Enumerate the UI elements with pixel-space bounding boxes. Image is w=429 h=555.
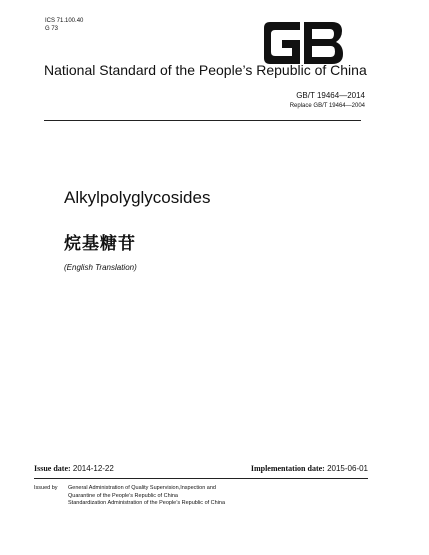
issuer-line: Quarantine of the People’s Republic of China xyxy=(68,492,178,499)
header-divider xyxy=(44,120,361,121)
standard-number: GB/T 19464—2014 xyxy=(296,91,365,100)
issue-date-label: Issue date: xyxy=(34,464,71,473)
issuer-line: General Administration of Quality Supervision,Inspection and xyxy=(68,485,216,491)
implementation-date-value: 2015-06-01 xyxy=(327,464,368,473)
footer-divider xyxy=(34,478,368,479)
replaced-standard: Replace GB/T 19464—2004 xyxy=(289,103,365,109)
document-title-chinese: 烷基糖苷 xyxy=(64,234,136,253)
issue-date xyxy=(34,464,114,473)
document-title-english: Alkylpolyglycosides xyxy=(64,188,211,207)
ccs-code: G 73 xyxy=(45,25,59,32)
standard-number-block xyxy=(290,91,365,111)
ics-code: ICS 71.100.40 xyxy=(45,18,84,24)
gb-logo xyxy=(262,21,344,65)
translation-note: (English Translation) xyxy=(64,263,137,272)
issue-date-value: 2014-12-22 xyxy=(72,464,114,473)
classification-codes xyxy=(45,18,83,33)
standard-title: National Standard of the People’s Republic of China xyxy=(44,62,367,78)
issuer-line: Standardization Administration of the People’s Republic of China xyxy=(68,500,226,506)
issued-by-label: Issued by xyxy=(34,485,58,491)
issuing-authorities xyxy=(68,485,225,508)
implementation-date-label: Implementation date: xyxy=(250,464,325,473)
implementation-date xyxy=(251,464,368,473)
